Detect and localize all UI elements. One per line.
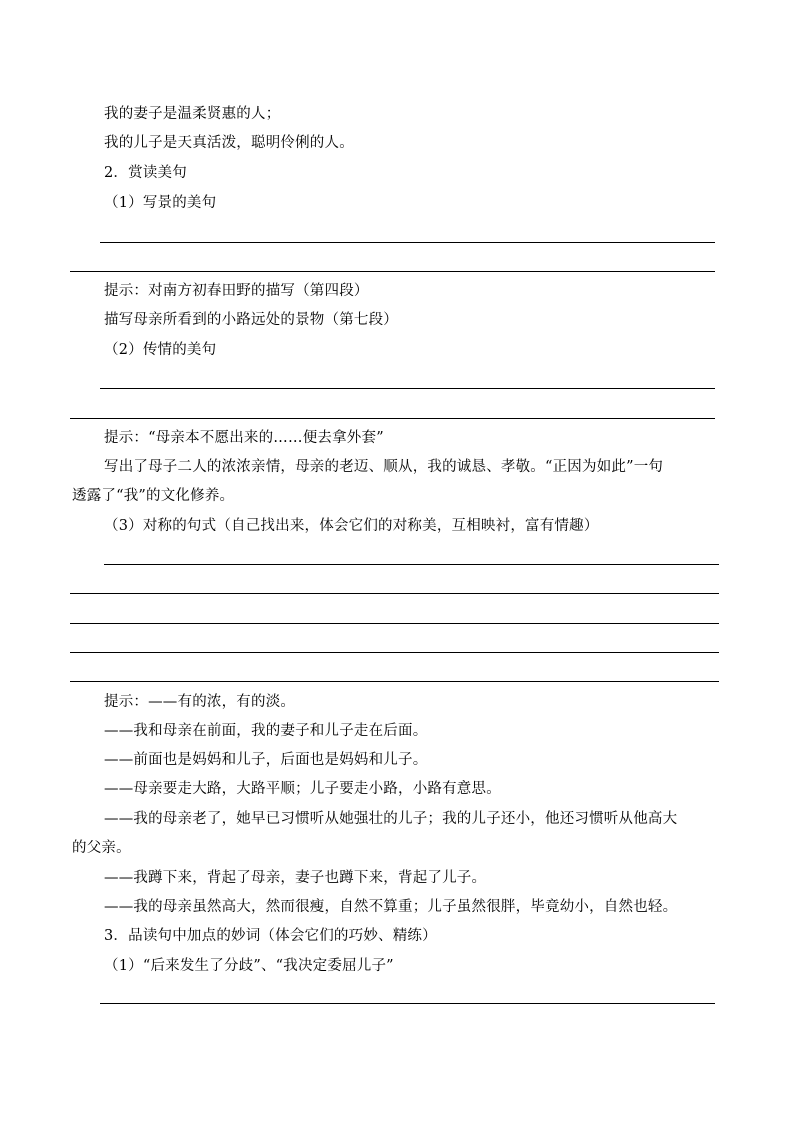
- hint-text: 提示：——有的浓，有的淡。: [104, 694, 296, 710]
- hint-text: 提示：对南方初春田野的描写（第四段）: [104, 283, 369, 299]
- text-line: 我的儿子是天真活泼，聪明伶俐的人。: [104, 135, 354, 151]
- list-item: ——我蹲下来，背起了母亲，妻子也蹲下来，背起了儿子。: [104, 870, 487, 886]
- answer-line: [100, 388, 715, 389]
- paragraph-text: 透露了“我”的文化修养。: [72, 488, 235, 504]
- subsection-heading: （1）“后来发生了分歧”、“我决定委屈儿子”: [104, 958, 394, 974]
- answer-line: [104, 564, 719, 565]
- hint-text: 提示：“母亲本不愿出来的……便去拿外套”: [104, 430, 384, 446]
- subsection-heading: （3）对称的句式（自己找出来，体会它们的对称美，互相映衬，富有情趣）: [104, 518, 599, 534]
- answer-line: [70, 623, 719, 624]
- answer-line: [70, 418, 715, 419]
- list-item: ——我的母亲老了，她早已习惯听从她强壮的儿子；我的儿子还小，他还习惯听从他高大: [104, 811, 678, 827]
- answer-line: [100, 242, 715, 243]
- list-item: ——我和母亲在前面，我的妻子和儿子走在后面。: [104, 723, 428, 739]
- section-heading: 2．赏读美句: [104, 165, 187, 181]
- text-line: 我的妻子是温柔贤惠的人；: [104, 106, 281, 122]
- list-item: ——前面也是妈妈和儿子，后面也是妈妈和儿子。: [104, 752, 428, 768]
- subsection-heading: （2）传情的美句: [104, 342, 217, 358]
- section-heading: 3．品读句中加点的妙词（体会它们的巧妙、精练）: [104, 928, 437, 944]
- answer-line: [70, 652, 719, 653]
- answer-line: [70, 681, 719, 682]
- answer-line: [70, 271, 715, 272]
- list-item: ——我的母亲虽然高大，然而很瘦，自然不算重；儿子虽然很胖，毕竟幼小，自然也轻。: [104, 899, 678, 915]
- hint-text: 描写母亲所看到的小路远处的景物（第七段）: [104, 312, 398, 328]
- list-item-continued: 的父亲。: [72, 840, 131, 856]
- subsection-heading: （1）写景的美句: [104, 195, 217, 211]
- list-item: ——母亲要走大路，大路平顺；儿子要走小路，小路有意思。: [104, 781, 501, 797]
- answer-line: [100, 1003, 715, 1004]
- paragraph-text: 写出了母子二人的浓浓亲情，母亲的老迈、顺从，我的诚恳、孝敬。“正因为如此”一句: [104, 459, 664, 475]
- answer-line: [70, 593, 719, 594]
